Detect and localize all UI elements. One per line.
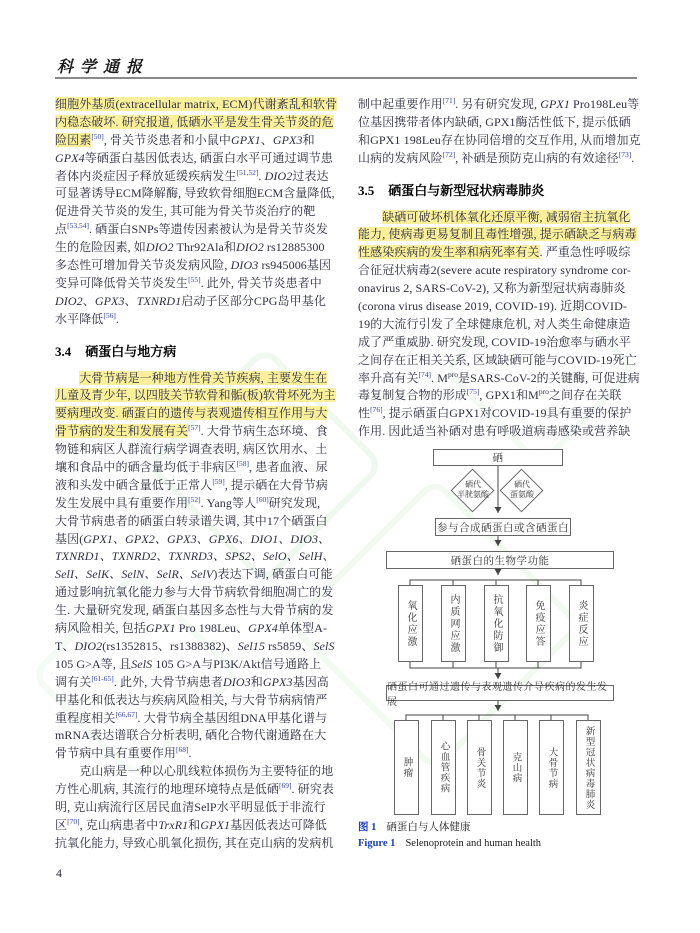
section-title: 硒蛋白与地方病: [85, 343, 177, 359]
figure-caption-zh-text: 硒蛋白与人体健康: [386, 822, 471, 833]
figure-caption-en: [358, 836, 652, 852]
flowchart-node-covid19: 新型冠状病毒肺炎: [576, 720, 601, 815]
flowchart-node-biological-function: 硒蛋白的生物学功能: [386, 551, 614, 569]
section-number: 3.4: [55, 343, 72, 359]
section-title: 硒蛋白与新型冠状病毒肺炎: [388, 182, 545, 198]
flowchart-diamond-label: 硒代 蛋氨酸: [510, 480, 534, 499]
page-number: 4: [56, 866, 62, 880]
flowchart-node-oxidative-stress: 氧化应激: [398, 585, 423, 662]
figure-caption-zh-label: 图 1: [358, 822, 377, 833]
section-heading-3-4: [55, 343, 349, 361]
header-rule: [55, 77, 637, 79]
flowchart-node-tumor: 肿瘤: [394, 720, 419, 815]
flowchart-node-selenium: 硒: [433, 449, 563, 466]
paragraph: 制中起重要作用[71]. 另有研究发现, GPX1 Pro198Leu等 位基因携带者体内缺硒, GPX1酶活性低下, 提示低硒 和GPX1 198Leu存在协同倍增的交互作用, 从而增加克 山病的发病风险[72], 补硒是预防克山病的有效途径[73].: [358, 96, 641, 165]
flowchart-node-inflammatory-response: 炎症反应: [569, 585, 594, 662]
flowchart-node-synthesis: 参与合成硒蛋白或含硒蛋白: [435, 518, 571, 536]
journal-logo: 科学通报: [57, 57, 150, 76]
flowchart-diamond-label: 硒代 半胱氨酸: [457, 480, 489, 499]
paragraph: 克山病是一种以心肌线粒体损伤为主要特征的地 方性心肌病, 其流行的地理环境特点是低硒[69]. 研究表 明, 克山病流行区居民血清SelP水平明显低于非流行 区[70], 克山病患者中TrxR1和GPX1基因低表达可降低 抗氧化能力, 导致心肌氧化损伤, 其在克山病的发病机: [55, 764, 335, 850]
flowchart-node-mediation: 硒蛋白可通过遗传与表观遗传介导疾病的发生发展: [386, 685, 614, 701]
figure-caption-en-label: Figure 1: [358, 838, 396, 849]
right-column: [358, 96, 652, 441]
section-heading-3-5: [358, 182, 652, 200]
figure-1-flowchart: [358, 449, 652, 819]
figure-caption-en-text: Selenoprotein and human health: [405, 838, 542, 849]
flowchart-node-er-stress: 内质网应激: [441, 585, 466, 662]
flowchart-node-antioxidant-defense: 抗氧化防御: [484, 585, 509, 662]
flowchart-node-immune-response: 免疫应答: [526, 585, 551, 662]
left-column: [55, 96, 349, 853]
paragraph: 细胞外基质(extracellular matrix, ECM)代谢紊乱和软骨 内稳态破坏. 研究报道, 低硒水平是发生骨关节炎的危 险因素[50], 骨关节炎患者和小鼠中GPX1、GPX3和 GPX4等硒蛋白基因低表达, 硒蛋白水平可通过调节患 者体内炎症因子释放延缓疾病发生[51,52]. DIO2过表达 可显著诱导ECM降解酶, 导致软骨细胞ECM含量降低, 促进骨关节炎的发生, 其可能为骨关节炎治疗的靶 点[53,54]. 硒蛋白SNPs等遗传因素被认为是骨关节炎发 生的危险因素, 如DIO2 Thr92Ala和DIO2 rs12885300 多态性可增加骨关节炎发病风险, DIO3 rs945006基因 变异可降低骨关节炎发生[55]. 此外, 骨关节炎患者中 DIO2、GPX3、TXNRD1启动子区部分CPG岛甲基化 水平降低[56].: [55, 97, 338, 326]
flowchart-node-osteoarthritis: 骨关节炎: [467, 720, 492, 815]
flowchart-node-keshan-disease: 克山病: [503, 720, 528, 815]
paragraph: 缺硒可破坏机体氧化还原平衡, 减弱宿主抗氧化 能力, 使病毒更易复制且毒性增强, 提示硒缺乏与病毒 性感染疾病的发生率和病死率有关. 严重急性呼吸综 合征冠状病毒2(severe acute respiratory syndrome cor- onavirus 2, SARS-CoV-2), 又称为新型冠状病毒肺炎 (corona virus disease 2019, COVID-19). 近期COVID- 19的大流行引发了全球健康危机, 对人类生命健康造 成了严重威胁. 研究发现, COVID-19治愈率与硒水平 之间存在正相关关系, 区域缺硒可能与COVID-19死亡 率升高有关[74]. $M^{pro}$是SARS-CoV-2的关键酶, 可促进病 毒复制复合物的形成[75], GPX1和$M^{pro}$之间存在关联 性[76], 提示硒蛋白GPX1对COVID-19具有重要的保护 作用. 因此适当补硒对患有呼吸道病毒感染或营养缺: [358, 209, 640, 439]
figure-caption: [358, 820, 652, 852]
flowchart-node-kashin-beck-disease: 大骨节病: [539, 720, 564, 815]
section-number: 3.5: [358, 182, 375, 198]
figure-caption-zh: [358, 820, 652, 836]
paragraph: 大骨节病是一种地方性骨关节疾病, 主要发生在 儿童及青少年, 以四肢关节软骨和骺(板)软骨坏死为主 要病理改变. 硒蛋白的遗传与表观遗传相互作用与大 骨节病的发生和发展有关[57]. 大骨节病生态环境、食 物链和病区人群流行病学调查表明, 病区饮用水、土 壤和食品中的硒含量均低于非病区[58], 患者血液、尿 液和头发中硒含量低于正常人[59], 提示硒在大骨节病 发生发展中具有重要作用[52]. Yang等人[60]研究发现, 大骨节病患者的硒蛋白转录谱失调, 其中17个硒蛋白 基因(GPX1、GPX2、GPX3、GPX6、DIO1、DIO3、 TXNRD1、TXNRD2、TXNRD3、SPS2、SelO、SelH、 SelI、SelK、SelN、SelR、SelV)表达下调, 硒蛋白可能 通过影响抗氧化能力参与大骨节病软骨细胞凋亡的发 生. 大量研究发现, 硒蛋白基因多态性与大骨节病的发 病风险相关, 包括GPX1 Pro 198Leu、GPX4单体型A- T、DIO2(rs1352815、rs1388382)、Sel15 rs5859、SelS 105 G>A等, 且SelS 105 G>A与PI3K/Akt信号通路上 调有关[61-65]. 此外, 大骨节病患者DIO3和GPX3基因高 甲基化和低表达与疾病风险相关, 与大骨节病病情严 重程度相关[66,67]. 大骨节病全基因组DNA甲基化谱与 mRNA表达谱联合分析表明, 硒化合物代谢通路在大 骨节病中具有重要作用[68].: [55, 370, 336, 761]
flowchart-node-cardiovascular-disease: 心血管疾病: [431, 720, 456, 815]
